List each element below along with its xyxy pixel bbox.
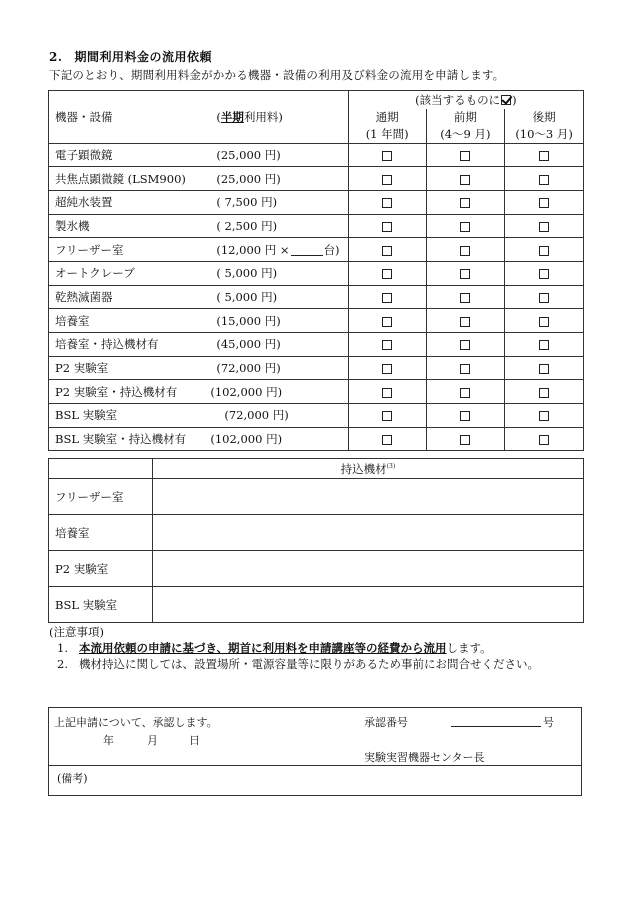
checkbox-cell-full-year: [348, 143, 426, 167]
checkbox[interactable]: [539, 435, 549, 445]
checkbox-cell-first-half: [426, 285, 505, 309]
checkbox-cell-second-half: [505, 427, 584, 451]
checkbox[interactable]: [460, 222, 470, 232]
equipment-name: BSL 実験室: [49, 404, 211, 428]
checkbox[interactable]: [382, 388, 392, 398]
checkbox[interactable]: [460, 293, 470, 303]
checkbox-cell-full-year: [348, 404, 426, 428]
date-day: 日: [189, 734, 200, 747]
checkbox-cell-full-year: [348, 167, 426, 191]
checkbox[interactable]: [382, 246, 392, 256]
checkbox-cell-first-half: [426, 167, 505, 191]
intro-text: 下記のとおり、期間利用料金がかかる機器・設備の利用及び料金の流用を申請します。: [49, 68, 505, 82]
checkbox[interactable]: [382, 340, 392, 350]
approval-number-field[interactable]: 号: [451, 714, 554, 730]
checkbox-cell-first-half: [426, 214, 505, 238]
period-first-half: 前期 (4〜9 月): [426, 109, 505, 144]
section-title: [49, 48, 212, 65]
checkbox[interactable]: [460, 246, 470, 256]
equipment-name: 共焦点顕微鏡 (LSM900): [49, 167, 211, 191]
remarks-label: (備考): [57, 772, 88, 785]
checkbox-cell-first-half: [426, 404, 505, 428]
checkbox-cell-first-half: [426, 190, 505, 214]
equipment-bring-in-table: [48, 458, 584, 623]
notes: [49, 624, 539, 672]
checkbox-cell-first-half: [426, 333, 505, 357]
bring-in-room-label: 培養室: [49, 515, 153, 551]
checkbox[interactable]: [382, 411, 392, 421]
checkbox[interactable]: [539, 388, 549, 398]
check-mark-icon: [501, 95, 511, 105]
checkbox-cell-full-year: [348, 309, 426, 333]
checkbox[interactable]: [460, 435, 470, 445]
checkbox[interactable]: [382, 269, 392, 279]
bring-in-room-label: フリーザー室: [49, 479, 153, 515]
period-second-half: 後期 (10〜3 月): [505, 109, 584, 144]
checkbox-cell-second-half: [505, 238, 584, 262]
checkbox-cell-full-year: [348, 427, 426, 451]
checkbox-cell-full-year: [348, 214, 426, 238]
equipment-name: BSL 実験室・持込機材有: [49, 427, 211, 451]
checkbox-cell-second-half: [505, 190, 584, 214]
bring-in-field[interactable]: [152, 551, 583, 587]
checkbox[interactable]: [460, 317, 470, 327]
checkbox-cell-second-half: [505, 333, 584, 357]
checkbox-cell-second-half: [505, 214, 584, 238]
checkbox-cell-full-year: [348, 285, 426, 309]
checkbox[interactable]: [539, 198, 549, 208]
checkbox-cell-full-year: [348, 333, 426, 357]
checkbox-cell-second-half: [505, 404, 584, 428]
checkbox[interactable]: [539, 340, 549, 350]
applicable-header: (該当するものに ): [348, 91, 583, 109]
header-fee: (半期利用料): [210, 91, 348, 144]
checkbox[interactable]: [460, 175, 470, 185]
header-equipment: 機器・設備: [49, 91, 211, 144]
equipment-row: [49, 143, 584, 167]
checkbox[interactable]: [460, 388, 470, 398]
checkbox-cell-first-half: [426, 356, 505, 380]
equipment-fee: (102,000 円): [210, 427, 348, 451]
section-number: 2.: [49, 50, 63, 64]
divider: [49, 765, 581, 766]
equipment-fee: (102,000 円): [210, 380, 348, 404]
checkbox[interactable]: [539, 151, 549, 161]
equipment-row: [49, 380, 584, 404]
unit-count-field[interactable]: [291, 246, 323, 256]
checkbox[interactable]: [382, 364, 392, 374]
checkbox-cell-second-half: [505, 356, 584, 380]
equipment-row: [49, 167, 584, 191]
checkbox-cell-second-half: [505, 285, 584, 309]
checkbox-cell-second-half: [505, 167, 584, 191]
checkbox[interactable]: [539, 175, 549, 185]
bring-in-header-blank: [49, 459, 153, 479]
checkbox-cell-second-half: [505, 380, 584, 404]
approval-box: [48, 707, 582, 796]
equipment-name: オートクレーブ: [49, 261, 211, 285]
equipment-fee: ( 7,500 円): [210, 190, 348, 214]
equipment-row: [49, 190, 584, 214]
checkbox-cell-full-year: [348, 380, 426, 404]
equipment-fee: (45,000 円): [210, 333, 348, 357]
equipment-fee: (72,000 円): [210, 356, 348, 380]
checkbox[interactable]: [382, 175, 392, 185]
bring-in-header: 持込機材$^{(3)}$: [152, 459, 583, 479]
equipment-row: [49, 238, 584, 262]
equipment-name: P2 実験室・持込機材有: [49, 380, 211, 404]
bring-in-room-label: P2 実験室: [49, 551, 153, 587]
checkbox[interactable]: [539, 364, 549, 374]
checkbox-cell-full-year: [348, 356, 426, 380]
equipment-row: [49, 214, 584, 238]
note-emphasis: 本流用依頼の申請に基づき、期首に利用料を申請講座等の経費から流用: [79, 641, 447, 655]
checkbox-cell-second-half: [505, 261, 584, 285]
checkbox[interactable]: [460, 364, 470, 374]
equipment-fee: ( 2,500 円): [210, 214, 348, 238]
checkbox[interactable]: [460, 151, 470, 161]
equipment-fee: (12,000 円 × 台): [210, 238, 348, 262]
equipment-fee: (72,000 円): [210, 404, 348, 428]
equipment-name: 培養室: [49, 309, 211, 333]
note-item: 2. 機材持込に関しては、設置場所・電源容量等に限りがあるため事前にお問合せください。: [57, 657, 539, 671]
equipment-row: [49, 427, 584, 451]
section-title-text: 期間利用料金の流用依頼: [74, 50, 213, 64]
bring-in-room-label: BSL 実験室: [49, 587, 153, 623]
checkbox-cell-first-half: [426, 261, 505, 285]
approval-statement: 上記申請について、承認します。: [54, 716, 218, 729]
equipment-fee: (25,000 円): [210, 167, 348, 191]
period-full-year: 通期 (1 年間): [348, 109, 426, 144]
equipment-row: [49, 261, 584, 285]
checkbox[interactable]: [382, 222, 392, 232]
bring-in-field[interactable]: [152, 479, 583, 515]
checkbox-cell-full-year: [348, 261, 426, 285]
checkbox-cell-first-half: [426, 238, 505, 262]
checkbox[interactable]: [539, 246, 549, 256]
footnote-ref: (3): [386, 462, 396, 470]
approver-title: 実験実習機器センター長: [364, 751, 485, 764]
checkbox[interactable]: [382, 151, 392, 161]
equipment-table: [48, 90, 584, 451]
equipment-fee: (25,000 円): [210, 143, 348, 167]
equipment-name: フリーザー室: [49, 238, 211, 262]
checkbox[interactable]: [539, 222, 549, 232]
equipment-fee: ( 5,000 円): [210, 261, 348, 285]
checkbox[interactable]: [460, 269, 470, 279]
equipment-row: [49, 285, 584, 309]
half-period-label: 半期: [220, 109, 244, 124]
equipment-row: [49, 333, 584, 357]
checkbox-cell-first-half: [426, 309, 505, 333]
checkbox[interactable]: [382, 198, 392, 208]
equipment-name: 培養室・持込機材有: [49, 333, 211, 357]
notes-heading: (注意事項): [49, 625, 104, 639]
equipment-row: [49, 404, 584, 428]
checkbox-cell-full-year: [348, 190, 426, 214]
bring-in-field[interactable]: [152, 587, 583, 623]
equipment-name: 製氷機: [49, 214, 211, 238]
checkbox[interactable]: [460, 198, 470, 208]
checkbox-cell-first-half: [426, 143, 505, 167]
bring-in-field[interactable]: [152, 515, 583, 551]
checkbox[interactable]: [382, 293, 392, 303]
checkbox-cell-first-half: [426, 427, 505, 451]
checkbox[interactable]: [539, 411, 549, 421]
checkbox[interactable]: [539, 293, 549, 303]
note-item: 1. 本流用依頼の申請に基づき、期首に利用料を申請講座等の経費から流用します。: [57, 641, 492, 655]
checkbox[interactable]: [382, 317, 392, 327]
equipment-name: 電子顕微鏡: [49, 143, 211, 167]
equipment-name: 超純水装置: [49, 190, 211, 214]
equipment-fee: (15,000 円): [210, 309, 348, 333]
equipment-name: 乾熱滅菌器: [49, 285, 211, 309]
checkbox-cell-second-half: [505, 143, 584, 167]
equipment-row: [49, 356, 584, 380]
date-month: 月: [147, 734, 158, 747]
checkbox-cell-full-year: [348, 238, 426, 262]
checkbox[interactable]: [460, 340, 470, 350]
equipment-fee: ( 5,000 円): [210, 285, 348, 309]
checkbox[interactable]: [382, 435, 392, 445]
checkbox[interactable]: [460, 411, 470, 421]
approval-number-label: 承認番号: [364, 716, 408, 729]
equipment-row: [49, 309, 584, 333]
equipment-name: P2 実験室: [49, 356, 211, 380]
checkbox[interactable]: [539, 269, 549, 279]
date-year: 年: [103, 734, 114, 747]
checkbox[interactable]: [539, 317, 549, 327]
checkbox-cell-first-half: [426, 380, 505, 404]
checkbox-cell-second-half: [505, 309, 584, 333]
